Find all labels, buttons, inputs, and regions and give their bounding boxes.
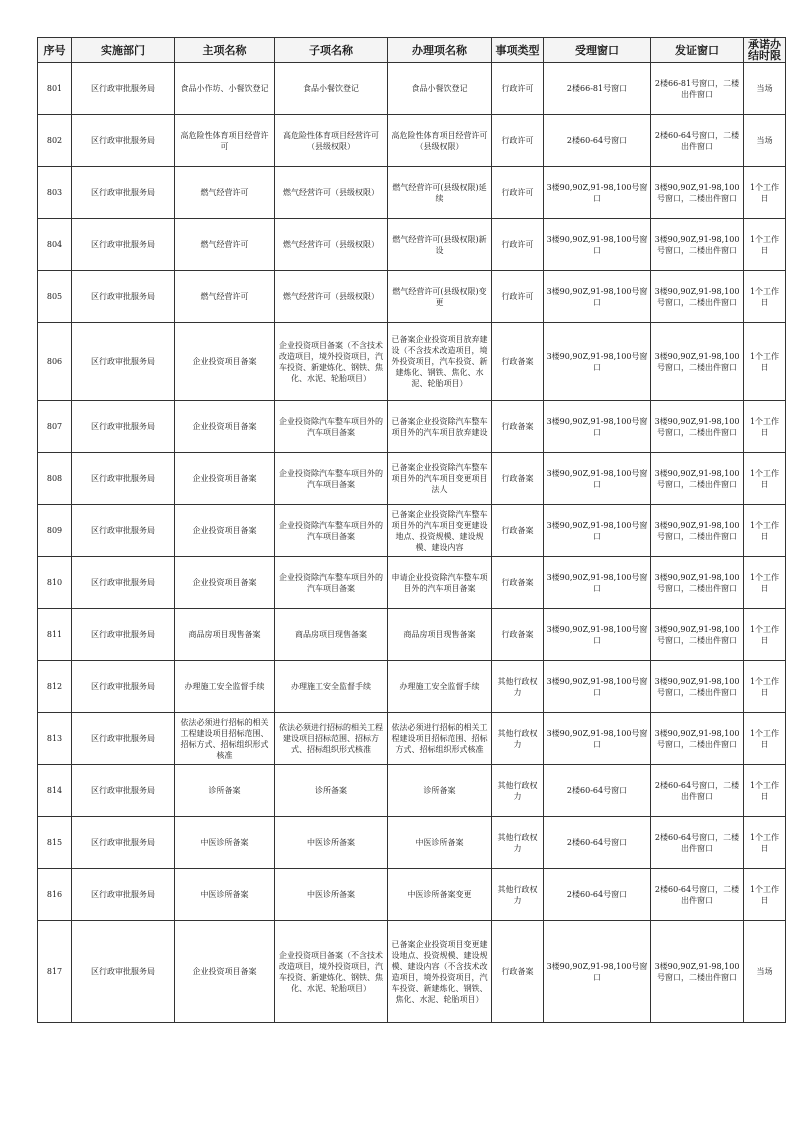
cell-serial-no: 815: [38, 817, 72, 869]
cell-serial-no: 808: [38, 453, 72, 505]
cell-department: 区行政审批服务局: [72, 921, 175, 1023]
cell-handling-item: 燃气经营许可(县级权限)变更: [388, 271, 492, 323]
table-row: [38, 167, 786, 219]
cell-department: 区行政审批服务局: [72, 765, 175, 817]
cell-item-type: 其他行政权力: [492, 765, 544, 817]
cell-handling-item: 高危险性体育项目经营许可（县级权限）: [388, 115, 492, 167]
cell-serial-no: 812: [38, 661, 72, 713]
cell-department: 区行政审批服务局: [72, 609, 175, 661]
cell-serial-no: 814: [38, 765, 72, 817]
cell-issue-window: 3楼90,90Z,91-98,100号窗口，二楼出件窗口: [651, 271, 744, 323]
table-row: [38, 453, 786, 505]
cell-handling-item: 燃气经营许可(县级权限)延续: [388, 167, 492, 219]
table-row: [38, 661, 786, 713]
cell-time-limit: 1个工作日: [744, 401, 786, 453]
cell-main-item: 燃气经营许可: [175, 219, 275, 271]
cell-main-item: 高危险性体育项目经营许可: [175, 115, 275, 167]
cell-issue-window: 2楼60-64号窗口，二楼出件窗口: [651, 817, 744, 869]
cell-department: 区行政审批服务局: [72, 323, 175, 401]
cell-main-item: 企业投资项目备案: [175, 557, 275, 609]
cell-time-limit: 1个工作日: [744, 713, 786, 765]
cell-time-limit: 1个工作日: [744, 661, 786, 713]
cell-serial-no: 811: [38, 609, 72, 661]
cell-main-item: 燃气经营许可: [175, 271, 275, 323]
cell-time-limit: 1个工作日: [744, 557, 786, 609]
cell-sub-item: 诊所备案: [275, 765, 388, 817]
cell-issue-window: 3楼90,90Z,91-98,100号窗口，二楼出件窗口: [651, 323, 744, 401]
cell-handling-item: 已备案企业投资除汽车整车项目外的汽车项目放弃建设: [388, 401, 492, 453]
cell-item-type: 行政备案: [492, 505, 544, 557]
cell-issue-window: 3楼90,90Z,91-98,100号窗口，二楼出件窗口: [651, 505, 744, 557]
cell-serial-no: 805: [38, 271, 72, 323]
cell-item-type: 行政备案: [492, 609, 544, 661]
cell-department: 区行政审批服务局: [72, 661, 175, 713]
table-row: [38, 115, 786, 167]
cell-item-type: 行政备案: [492, 557, 544, 609]
table-row: [38, 63, 786, 115]
cell-handling-item: 已备案企业投资除汽车整车项目外的汽车项目变更建设地点、投资规模、建设规模、建设内容: [388, 505, 492, 557]
cell-issue-window: 3楼90,90Z,91-98,100号窗口，二楼出件窗口: [651, 167, 744, 219]
cell-issue-window: 3楼90,90Z,91-98,100号窗口，二楼出件窗口: [651, 557, 744, 609]
cell-issue-window: 3楼90,90Z,91-98,100号窗口，二楼出件窗口: [651, 921, 744, 1023]
cell-serial-no: 809: [38, 505, 72, 557]
cell-time-limit: 1个工作日: [744, 453, 786, 505]
cell-item-type: 行政备案: [492, 921, 544, 1023]
table-row: [38, 271, 786, 323]
cell-sub-item: 燃气经营许可（县级权限）: [275, 219, 388, 271]
cell-department: 区行政审批服务局: [72, 869, 175, 921]
cell-item-type: 行政许可: [492, 271, 544, 323]
cell-time-limit: 1个工作日: [744, 323, 786, 401]
table-row: [38, 323, 786, 401]
cell-time-limit: 当场: [744, 921, 786, 1023]
cell-item-type: 其他行政权力: [492, 817, 544, 869]
cell-main-item: 依法必须进行招标的相关工程建设项目招标范围、招标方式、招标组织形式核准: [175, 713, 275, 765]
cell-sub-item: 食品小餐饮登记: [275, 63, 388, 115]
cell-department: 区行政审批服务局: [72, 401, 175, 453]
cell-accept-window: 3楼90,90Z,91-98,100号窗口: [544, 271, 651, 323]
cell-handling-item: 申请企业投资除汽车整车项目外的汽车项目备案: [388, 557, 492, 609]
cell-time-limit: 1个工作日: [744, 271, 786, 323]
cell-handling-item: 依法必须进行招标的相关工程建设项目招标范围、招标方式、招标组织形式核准: [388, 713, 492, 765]
cell-sub-item: 中医诊所备案: [275, 869, 388, 921]
cell-main-item: 商品房项目现售备案: [175, 609, 275, 661]
cell-serial-no: 804: [38, 219, 72, 271]
cell-accept-window: 3楼90,90Z,91-98,100号窗口: [544, 167, 651, 219]
cell-serial-no: 807: [38, 401, 72, 453]
cell-serial-no: 806: [38, 323, 72, 401]
cell-main-item: 企业投资项目备案: [175, 921, 275, 1023]
header-main-item: 主项名称: [175, 38, 275, 63]
cell-item-type: 其他行政权力: [492, 869, 544, 921]
cell-accept-window: 2楼60-64号窗口: [544, 817, 651, 869]
cell-department: 区行政审批服务局: [72, 219, 175, 271]
cell-sub-item: 企业投资除汽车整车项目外的汽车项目备案: [275, 557, 388, 609]
table-row: [38, 219, 786, 271]
cell-issue-window: 3楼90,90Z,91-98,100号窗口，二楼出件窗口: [651, 401, 744, 453]
cell-time-limit: 1个工作日: [744, 765, 786, 817]
table-row: [38, 869, 786, 921]
cell-issue-window: 3楼90,90Z,91-98,100号窗口，二楼出件窗口: [651, 713, 744, 765]
cell-time-limit: 1个工作日: [744, 817, 786, 869]
cell-handling-item: 已备案企业投资项目放弃建设（不含技术改造项目，境外投资项目，汽车投资、新建炼化、钢铁、焦化、水泥、轮胎项目）: [388, 323, 492, 401]
cell-accept-window: 2楼60-64号窗口: [544, 869, 651, 921]
table-row: [38, 817, 786, 869]
cell-accept-window: 3楼90,90Z,91-98,100号窗口: [544, 505, 651, 557]
cell-item-type: 行政备案: [492, 401, 544, 453]
cell-item-type: 行政备案: [492, 323, 544, 401]
cell-main-item: 中医诊所备案: [175, 869, 275, 921]
cell-main-item: 燃气经营许可: [175, 167, 275, 219]
cell-item-type: 行政许可: [492, 63, 544, 115]
cell-main-item: 诊所备案: [175, 765, 275, 817]
cell-sub-item: 燃气经营许可（县级权限）: [275, 167, 388, 219]
cell-sub-item: 中医诊所备案: [275, 817, 388, 869]
cell-department: 区行政审批服务局: [72, 115, 175, 167]
cell-accept-window: 3楼90,90Z,91-98,100号窗口: [544, 609, 651, 661]
table-body: [38, 63, 786, 1023]
cell-issue-window: 3楼90,90Z,91-98,100号窗口，二楼出件窗口: [651, 661, 744, 713]
cell-accept-window: 2楼66-81号窗口: [544, 63, 651, 115]
cell-department: 区行政审批服务局: [72, 557, 175, 609]
cell-issue-window: 2楼60-64号窗口，二楼出件窗口: [651, 869, 744, 921]
cell-time-limit: 1个工作日: [744, 609, 786, 661]
cell-accept-window: 3楼90,90Z,91-98,100号窗口: [544, 323, 651, 401]
cell-handling-item: 办理施工安全监督手续: [388, 661, 492, 713]
cell-time-limit: 当场: [744, 115, 786, 167]
document-page: [37, 37, 781, 1023]
cell-item-type: 行政备案: [492, 453, 544, 505]
cell-handling-item: 中医诊所备案变更: [388, 869, 492, 921]
table-row: [38, 713, 786, 765]
cell-item-type: 行政许可: [492, 167, 544, 219]
cell-item-type: 行政许可: [492, 219, 544, 271]
header-serial-no: 序号: [38, 38, 72, 63]
cell-serial-no: 816: [38, 869, 72, 921]
cell-accept-window: 2楼60-64号窗口: [544, 115, 651, 167]
cell-time-limit: 1个工作日: [744, 505, 786, 557]
cell-issue-window: 2楼60-64号窗口，二楼出件窗口: [651, 765, 744, 817]
cell-sub-item: 企业投资项目备案（不含技术改造项目，境外投资项目，汽车投资、新建炼化、钢铁、焦化、水泥、轮胎项目）: [275, 323, 388, 401]
table-row: [38, 505, 786, 557]
cell-main-item: 企业投资项目备案: [175, 505, 275, 557]
header-sub-item: 子项名称: [275, 38, 388, 63]
cell-handling-item: 已备案企业投资除汽车整车项目外的汽车项目变更项目法人: [388, 453, 492, 505]
cell-serial-no: 802: [38, 115, 72, 167]
cell-serial-no: 817: [38, 921, 72, 1023]
cell-accept-window: 3楼90,90Z,91-98,100号窗口: [544, 453, 651, 505]
service-items-table: [37, 37, 786, 1023]
header-department: 实施部门: [72, 38, 175, 63]
cell-sub-item: 企业投资除汽车整车项目外的汽车项目备案: [275, 453, 388, 505]
header-issue-window: 发证窗口: [651, 38, 744, 63]
table-row: [38, 609, 786, 661]
table-header-row: [38, 38, 786, 63]
cell-handling-item: 诊所备案: [388, 765, 492, 817]
cell-issue-window: 2楼60-64号窗口，二楼出件窗口: [651, 115, 744, 167]
cell-serial-no: 813: [38, 713, 72, 765]
cell-department: 区行政审批服务局: [72, 505, 175, 557]
cell-main-item: 中医诊所备案: [175, 817, 275, 869]
cell-accept-window: 3楼90,90Z,91-98,100号窗口: [544, 921, 651, 1023]
cell-sub-item: 高危险性体育项目经营许可（县级权限）: [275, 115, 388, 167]
cell-issue-window: 2楼66-81号窗口，二楼出件窗口: [651, 63, 744, 115]
cell-sub-item: 燃气经营许可（县级权限）: [275, 271, 388, 323]
cell-department: 区行政审批服务局: [72, 167, 175, 219]
cell-serial-no: 810: [38, 557, 72, 609]
cell-main-item: 企业投资项目备案: [175, 453, 275, 505]
cell-sub-item: 办理施工安全监督手续: [275, 661, 388, 713]
cell-accept-window: 3楼90,90Z,91-98,100号窗口: [544, 713, 651, 765]
cell-item-type: 行政许可: [492, 115, 544, 167]
cell-main-item: 食品小作坊、小餐饮登记: [175, 63, 275, 115]
cell-main-item: 企业投资项目备案: [175, 401, 275, 453]
cell-sub-item: 依法必须进行招标的相关工程建设项目招标范围、招标方式、招标组织形式核准: [275, 713, 388, 765]
cell-accept-window: 3楼90,90Z,91-98,100号窗口: [544, 401, 651, 453]
table-row: [38, 557, 786, 609]
cell-time-limit: 当场: [744, 63, 786, 115]
cell-main-item: 办理施工安全监督手续: [175, 661, 275, 713]
cell-accept-window: 2楼60-64号窗口: [544, 765, 651, 817]
cell-department: 区行政审批服务局: [72, 271, 175, 323]
cell-handling-item: 中医诊所备案: [388, 817, 492, 869]
header-accept-window: 受理窗口: [544, 38, 651, 63]
cell-sub-item: 商品房项目现售备案: [275, 609, 388, 661]
cell-handling-item: 燃气经营许可(县级权限)新设: [388, 219, 492, 271]
cell-accept-window: 3楼90,90Z,91-98,100号窗口: [544, 661, 651, 713]
cell-sub-item: 企业投资除汽车整车项目外的汽车项目备案: [275, 505, 388, 557]
cell-main-item: 企业投资项目备案: [175, 323, 275, 401]
cell-issue-window: 3楼90,90Z,91-98,100号窗口，二楼出件窗口: [651, 453, 744, 505]
cell-time-limit: 1个工作日: [744, 219, 786, 271]
cell-time-limit: 1个工作日: [744, 869, 786, 921]
cell-accept-window: 3楼90,90Z,91-98,100号窗口: [544, 219, 651, 271]
cell-department: 区行政审批服务局: [72, 817, 175, 869]
cell-serial-no: 803: [38, 167, 72, 219]
header-time-limit: 承诺办结时限: [744, 38, 786, 63]
table-row: [38, 401, 786, 453]
cell-issue-window: 3楼90,90Z,91-98,100号窗口，二楼出件窗口: [651, 219, 744, 271]
cell-handling-item: 已备案企业投资项目变更建设地点、投资规模、建设规模、建设内容（不含技术改造项目，境外投资项目，汽车投资、新建炼化、钢铁、焦化、水泥、轮胎项目）: [388, 921, 492, 1023]
cell-department: 区行政审批服务局: [72, 453, 175, 505]
cell-sub-item: 企业投资项目备案（不含技术改造项目，境外投资项目，汽车投资、新建炼化、钢铁、焦化、水泥、轮胎项目）: [275, 921, 388, 1023]
cell-accept-window: 3楼90,90Z,91-98,100号窗口: [544, 557, 651, 609]
cell-handling-item: 商品房项目现售备案: [388, 609, 492, 661]
cell-department: 区行政审批服务局: [72, 63, 175, 115]
cell-department: 区行政审批服务局: [72, 713, 175, 765]
header-item-type: 事项类型: [492, 38, 544, 63]
cell-serial-no: 801: [38, 63, 72, 115]
cell-sub-item: 企业投资除汽车整车项目外的汽车项目备案: [275, 401, 388, 453]
cell-item-type: 其他行政权力: [492, 661, 544, 713]
cell-time-limit: 1个工作日: [744, 167, 786, 219]
header-handling-item: 办理项名称: [388, 38, 492, 63]
table-row: [38, 765, 786, 817]
table-row: [38, 921, 786, 1023]
cell-issue-window: 3楼90,90Z,91-98,100号窗口，二楼出件窗口: [651, 609, 744, 661]
cell-handling-item: 食品小餐饮登记: [388, 63, 492, 115]
cell-item-type: 其他行政权力: [492, 713, 544, 765]
